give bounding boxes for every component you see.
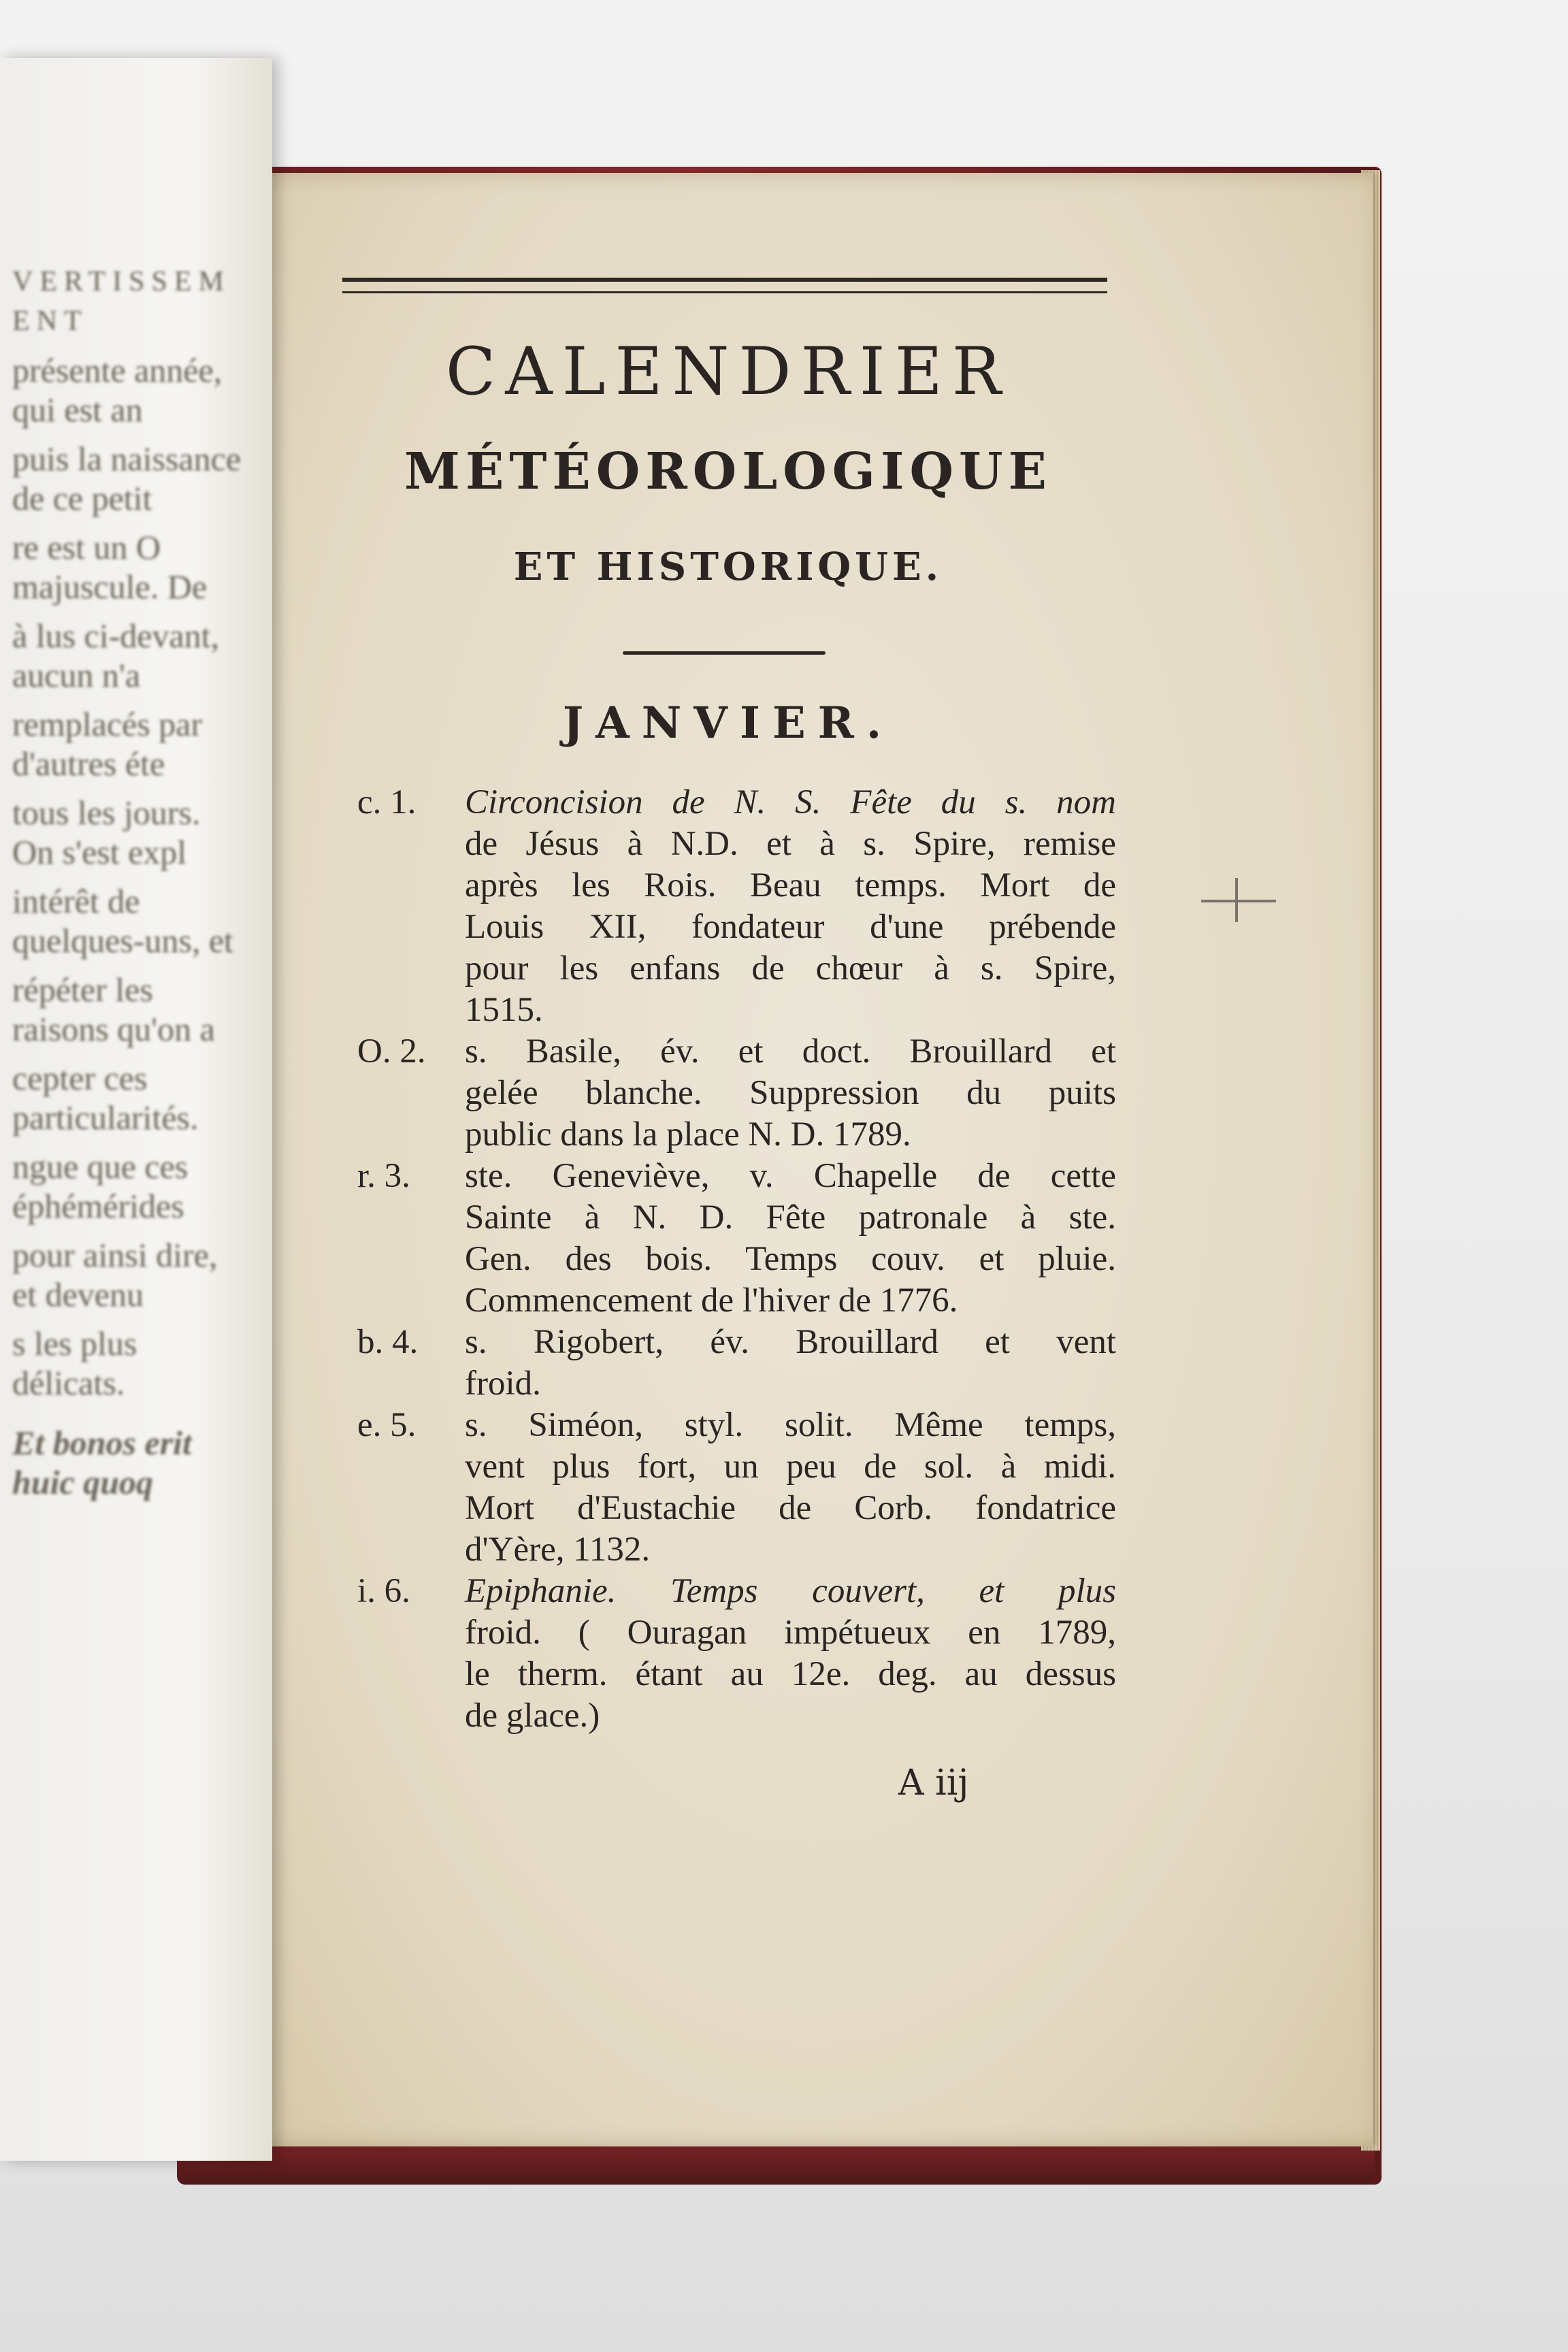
entry-line: Circoncision de N. S. Fête du s. nom bbox=[465, 783, 1116, 821]
pencil-cross-mark-vertical bbox=[1235, 878, 1238, 922]
entry-line: d'Yère, 1132. bbox=[465, 1531, 651, 1569]
left-page-line: s les plus délicats. bbox=[12, 1324, 137, 1402]
signature-mark: A iij bbox=[898, 1763, 969, 1803]
entry-day-label: b. 4. bbox=[357, 1323, 419, 1361]
calendar-entry bbox=[357, 1156, 1116, 1322]
left-page-line: VERTISSEMENT bbox=[12, 266, 231, 337]
entry-line: s. Basile, év. et doct. Brouillard et bbox=[465, 1032, 1116, 1071]
left-page-line: tous les jours. On s'est expl bbox=[12, 794, 201, 871]
page-subtitle-2: ET HISTORIQUE. bbox=[513, 544, 943, 589]
entry-line: public dans la place N. D. 1789. bbox=[465, 1115, 911, 1154]
entry-line: Mort d'Eustachie de Corb. fondatrice bbox=[465, 1489, 1116, 1527]
section-rule bbox=[623, 651, 826, 655]
left-page bbox=[0, 58, 272, 2161]
top-rule-thin bbox=[342, 291, 1107, 293]
calendar-entries bbox=[357, 782, 1116, 1737]
entry-line: Commencement de l'hiver de 1776. bbox=[465, 1281, 958, 1320]
entry-line: de Jésus à N.D. et à s. Spire, remise bbox=[465, 825, 1116, 863]
entry-line: Louis XII, fondateur d'une prébende bbox=[465, 908, 1116, 946]
entry-line: après les Rois. Beau temps. Mort de bbox=[465, 866, 1116, 904]
calendar-entry bbox=[357, 1322, 1116, 1405]
entry-line: Sainte à N. D. Fête patronale à ste. bbox=[465, 1198, 1116, 1237]
entry-line: s. Rigobert, év. Brouillard et vent bbox=[465, 1323, 1116, 1361]
page-subtitle: MÉTÉOROLOGIQUE bbox=[404, 442, 1052, 501]
entry-line: vent plus fort, un peu de sol. à midi. bbox=[465, 1448, 1116, 1486]
left-page-line: présente année, qui est an bbox=[12, 351, 223, 429]
left-page-line: pour ainsi dire, et devenu bbox=[12, 1236, 218, 1313]
entry-day-label: O. 2. bbox=[357, 1032, 426, 1071]
left-page-line: à lus ci-devant, aucun n'a bbox=[12, 617, 220, 694]
page-title: CALENDRIER bbox=[445, 333, 1011, 410]
calendar-entry bbox=[357, 1031, 1116, 1156]
left-page-motto: Et bonos erit huic quoq bbox=[12, 1424, 192, 1501]
entry-line: froid. ( Ouragan impétueux en 1789, bbox=[465, 1614, 1116, 1652]
left-page-line: ngue que ces éphémérides bbox=[12, 1147, 189, 1225]
left-page-line: intérêt de quelques-uns, et bbox=[12, 882, 233, 960]
book-cover-edge bbox=[177, 2144, 1375, 2185]
entry-line: froid. bbox=[465, 1365, 541, 1403]
pencil-cross-mark bbox=[1201, 900, 1276, 902]
entry-day-label: c. 1. bbox=[357, 783, 416, 821]
left-page-line: re est un O majuscule. De bbox=[12, 528, 208, 606]
entry-day-label: r. 3. bbox=[357, 1157, 410, 1195]
entry-line: s. Siméon, styl. solit. Même temps, bbox=[465, 1406, 1116, 1444]
left-page-text bbox=[12, 262, 244, 1512]
left-page-line: remplacés par d'autres éte bbox=[12, 705, 203, 783]
entry-line: pour les enfans de chœur à s. Spire, bbox=[465, 949, 1116, 987]
left-page-line: répéter les raisons qu'on a bbox=[12, 970, 215, 1048]
entry-line: 1515. bbox=[465, 991, 543, 1029]
left-page-line: cepter ces particularités. bbox=[12, 1059, 199, 1137]
entry-day-label: e. 5. bbox=[357, 1406, 416, 1444]
month-heading: JANVIER. bbox=[562, 698, 894, 749]
entry-line: Gen. des bois. Temps couv. et pluie. bbox=[465, 1240, 1116, 1278]
left-page-line: puis la naissance de ce petit bbox=[12, 440, 242, 517]
calendar-entry bbox=[357, 782, 1116, 1031]
calendar-entry bbox=[357, 1405, 1116, 1571]
top-rule-thick bbox=[342, 278, 1107, 282]
entry-line: le therm. étant au 12e. deg. au dessus bbox=[465, 1655, 1116, 1693]
entry-day-label: i. 6. bbox=[357, 1572, 410, 1610]
entry-line: ste. Geneviève, v. Chapelle de cette bbox=[465, 1157, 1116, 1195]
calendar-entry bbox=[357, 1571, 1116, 1737]
entry-line: Epiphanie. Temps couvert, et plus bbox=[465, 1572, 1116, 1610]
entry-line: de glace.) bbox=[465, 1697, 600, 1735]
entry-line: gelée blanche. Suppression du puits bbox=[465, 1074, 1116, 1112]
